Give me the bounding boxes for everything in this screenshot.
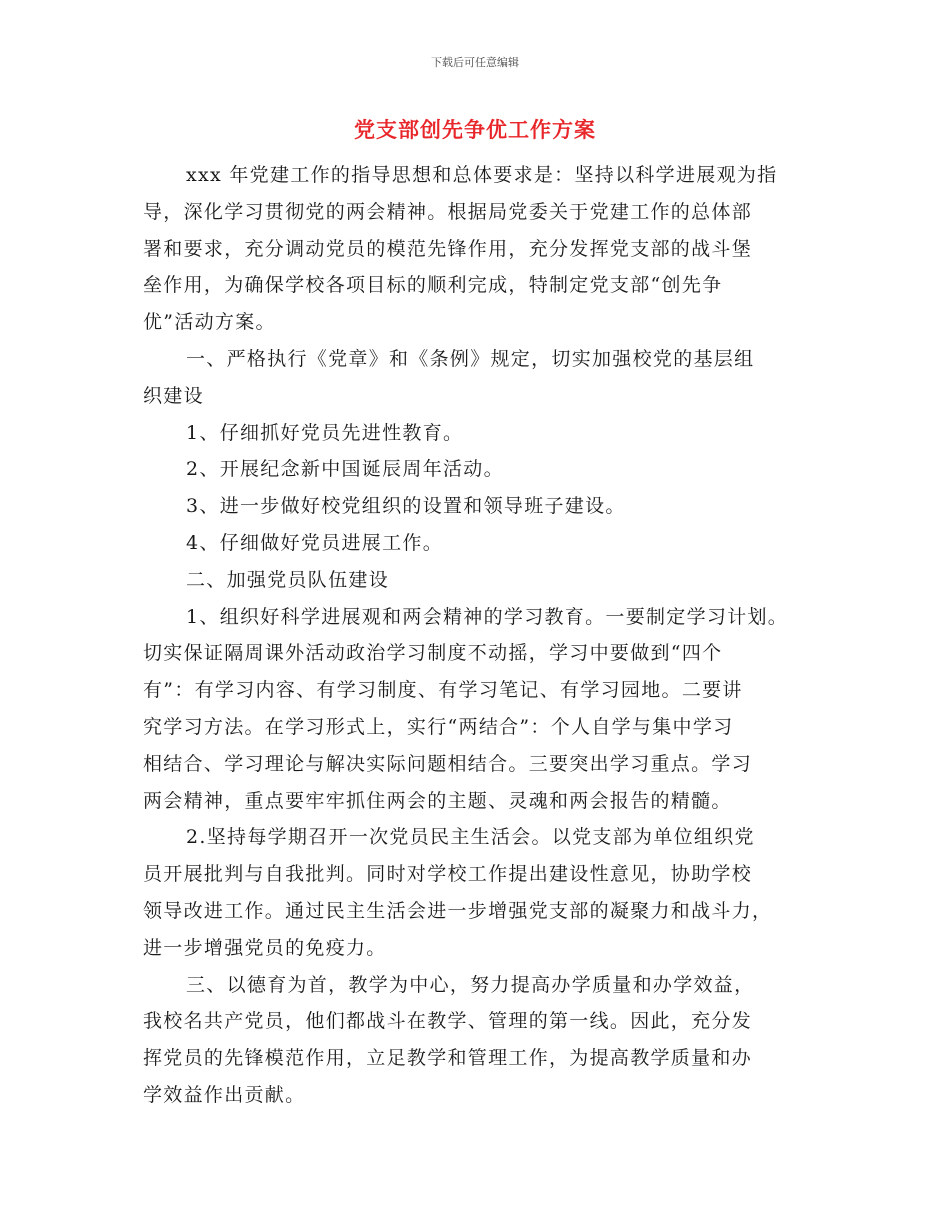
body-line: 署和要求，充分调动党员的模范先锋作用，充分发挥党支部的战斗堡 bbox=[143, 237, 753, 260]
document-title: 党支部创先争优工作方案 bbox=[354, 117, 596, 142]
body-line: 究学习方法。在学习形式上，实行“两结合”：个人自学与集中学习 bbox=[143, 715, 734, 738]
body-line: 领导改进工作。通过民主生活会进一步增强党支部的凝聚力和战斗力， bbox=[143, 899, 773, 922]
body-line: 织建设 bbox=[143, 384, 204, 407]
body-line: 两会精神，重点要牢牢抓住两会的主题、灵魂和两会报告的精髓。 bbox=[143, 789, 732, 812]
body-line: 1、组织好科学进展观和两会精神的学习教育。一要制定学习计划。 bbox=[186, 605, 789, 628]
body-line: 垒作用，为确保学校各项目标的顺利完成，特制定党支部“创先争 bbox=[143, 274, 723, 297]
document-body bbox=[143, 157, 833, 1114]
body-line: 切实保证隔周课外活动政治学习制度不动摇，学习中要做到“四个 bbox=[143, 642, 723, 665]
header-note: 下载后可任意编辑 bbox=[431, 56, 519, 69]
body-line: 我校名共产党员，他们都战斗在教学、管理的第一线。因此，充分发 bbox=[143, 1010, 753, 1033]
body-line: 员开展批判与自我批判。同时对学校工作提出建设性意见，协助学校 bbox=[143, 863, 753, 886]
body-line: 3、进一步做好校党组织的设置和领导班子建设。 bbox=[186, 495, 626, 518]
body-line: 学效益作出贡献。 bbox=[143, 1083, 306, 1106]
body-line: 挥党员的先锋模范作用，立足教学和管理工作，为提高教学质量和办 bbox=[143, 1047, 753, 1070]
body-line: 进一步增强党员的免疫力。 bbox=[143, 936, 387, 959]
body-line: 一、严格执行《党章》和《条例》规定，切实加强校党的基层组 bbox=[186, 347, 755, 370]
body-line: 三、以德育为首，教学为中心，努力提高办学质量和办学效益， bbox=[186, 973, 755, 996]
body-line: 导，深化学习贯彻党的两会精神。根据局党委关于党建工作的总体部 bbox=[143, 200, 753, 223]
body-line: 二、加强党员队伍建设 bbox=[186, 568, 390, 591]
body-line: 4、仔细做好党员进展工作。 bbox=[186, 531, 443, 554]
body-line: 2.坚持每学期召开一次党员民主生活会。以党支部为单位组织党 bbox=[186, 826, 755, 849]
body-line: 优”活动方案。 bbox=[143, 311, 276, 334]
body-line: 2、开展纪念新中国诞辰周年活动。 bbox=[186, 458, 504, 481]
body-line: xxx 年党建工作的指导思想和总体要求是：坚持以科学进展观为指 bbox=[186, 164, 778, 186]
body-line: 有”：有学习内容、有学习制度、有学习笔记、有学习园地。二要讲 bbox=[143, 679, 743, 702]
body-line: 1、仔细抓好党员先进性教育。 bbox=[186, 421, 464, 444]
body-line: 相结合、学习理论与解决实际问题相结合。三要突出学习重点。学习 bbox=[143, 752, 753, 775]
